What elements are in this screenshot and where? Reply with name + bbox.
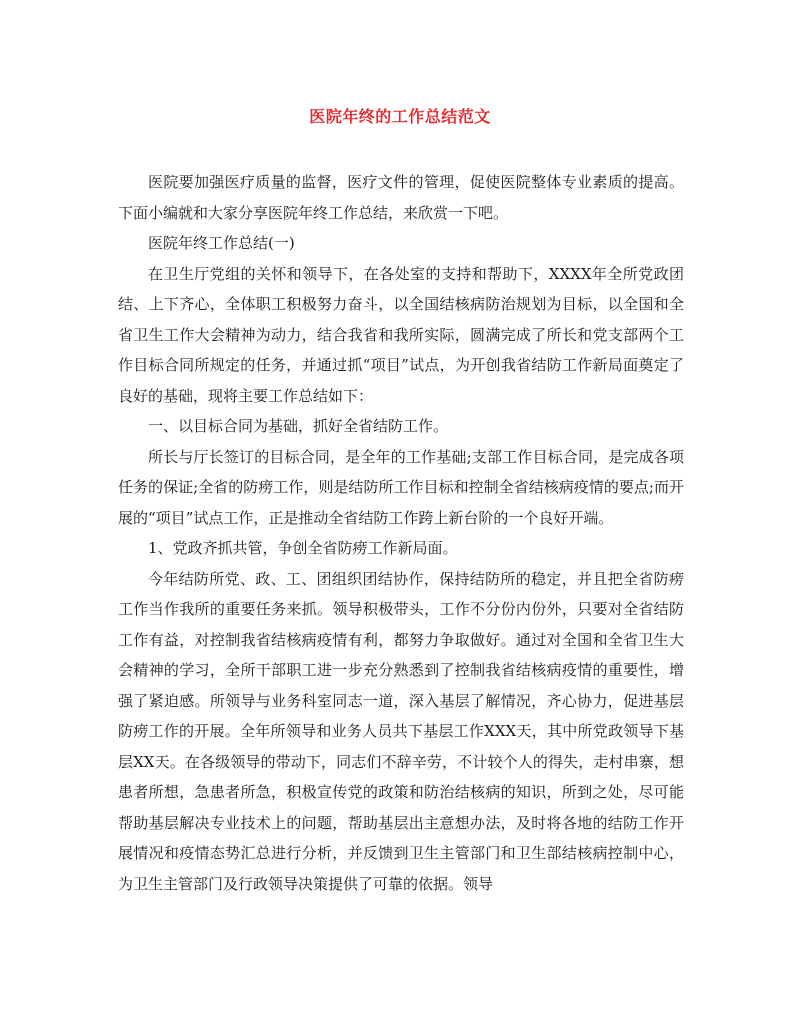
body-paragraph: 所长与厅长签订的目标合同，是全年的工作基础;支部工作目标合同，是完成各项任务的保证;全省的防痨工作，则是结防所工作目标和控制全省结核病疫情的要点;而开展的“项目”试点工作，正是推动全省结防工作跨上新台阶的一个良好开端。 — [118, 447, 684, 527]
document-body — [118, 167, 684, 899]
section-heading: 医院年终工作总结(一) — [148, 234, 295, 252]
intro-paragraph: 医院要加强医疗质量的监督，医疗文件的管理，促使医院整体专业素质的提高。下面小编就和大家分享医院年终工作总结，来欣赏一下吧。 — [118, 173, 684, 222]
subsection-heading: 一、以目标合同为基础，抓好全省结防工作。 — [148, 417, 449, 435]
body-paragraph: 在卫生厅党组的关怀和领导下，在各处室的支持和帮助下，XXXX年全所党政团结、上下齐心，全体职工积极努力奋斗，以全国结核病防治规划为目标，以全国和全省卫生工作大会精神为动力，结合我省和我所实际，圆满完成了所长和党支部两个工作目标合同所规定的任务，并通过抓“项目”试点，为开创我省结防工作新局面奠定了良好的基础，现将主要工作总结如下： — [118, 264, 684, 405]
document-title: 医院年终的工作总结范文 — [309, 107, 491, 126]
subsection-heading: 1、党政齐抓共管，争创全省防痨工作新局面。 — [148, 539, 458, 557]
body-paragraph: 今年结防所党、政、工、团组织团结协作，保持结防所的稳定，并且把全省防痨工作当作我所的重要任务来抓。领导积极带头，工作不分份内份外，只要对全省结防工作有益，对控制我省结核病疫情有利，都努力争取做好。通过对全国和全省卫生大会精神的学习，全所干部职工进一步充分熟悉到了控制我省结核病疫情的重要性，增强了紧迫感。所领导与业务科室同志一道，深入基层了解情况，齐心协力，促进基层防痨工作的开展。全年所领导和业务人员共下基层工作XXX天，其中所党政领导下基层XX天。在各级领导的带动下，同志们不辞辛劳，不计较个人的得失，走村串寨，想患者所想，急患者所急，积极宣传党的政策和防治结核病的知识，所到之处，尽可能帮助基层解决专业技术上的问题，帮助基层出主意想办法，及时将各地的结防工作开展情况和疫情态势汇总进行分析，并反馈到卫生主管部门和卫生部结核病控制中心，为卫生主管部门及行政领导决策提供了可靠的依据。领导 — [118, 569, 684, 893]
